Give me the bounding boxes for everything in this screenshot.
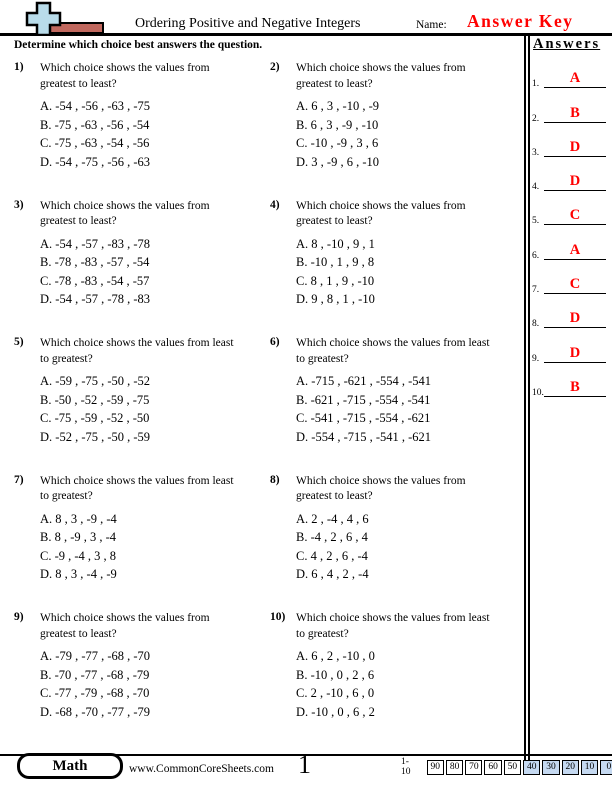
choice-b: B. -10 , 0 , 2 , 6 [296, 667, 375, 682]
instruction-text: Determine which choice best answers the question. [14, 39, 263, 51]
question-number: 8) [270, 473, 280, 486]
choice-c: C. 8 , 1 , 9 , -10 [296, 273, 375, 288]
answer-blank-line [544, 224, 606, 225]
answer-letter: A [569, 241, 581, 258]
choice-a: A. 6 , 2 , -10 , 0 [296, 649, 375, 663]
score-range-label: 1-10 [401, 757, 411, 777]
score-box-30: 30 [542, 760, 559, 775]
page-number: 1 [298, 750, 311, 779]
choice-a: A. -715 , -621 , -554 , -541 [296, 374, 432, 388]
choice-list [40, 372, 260, 446]
answer-number: 7. [532, 285, 540, 296]
answer-letter: D [569, 138, 581, 155]
question-text-line1: Which choice shows the values from least [40, 337, 234, 349]
choice-b: B. -78 , -83 , -57 , -54 [40, 255, 150, 270]
question-number: 4) [270, 198, 280, 211]
answer-letter: A [569, 70, 581, 87]
question-text-line2: greatest to least? [40, 215, 117, 227]
choice-list [40, 235, 260, 309]
question-text-line1: Which choice shows the values from least [296, 337, 490, 349]
choice-list [40, 510, 260, 584]
answer-letter: B [570, 378, 580, 395]
choice-list [296, 510, 516, 584]
subject-label: Math [20, 756, 120, 776]
question-text-line2: to greatest? [40, 490, 93, 502]
question-text-line2: greatest to least? [40, 627, 117, 640]
score-box-0: 0 [600, 760, 612, 775]
choice-b: B. 8 , -9 , 3 , -4 [40, 530, 117, 545]
question-text-line2: to greatest? [296, 627, 349, 640]
answer-letter: D [569, 344, 581, 361]
question-text-line2: greatest to least? [296, 215, 373, 227]
choice-c: C. -78 , -83 , -54 , -57 [40, 273, 150, 288]
question-5 [14, 336, 270, 474]
choice-a: A. -54 , -56 , -63 , -75 [40, 99, 151, 113]
choice-b: B. -50 , -52 , -59 , -75 [40, 392, 150, 407]
choice-d: D. 9 , 8 , 1 , -10 [296, 292, 375, 307]
choice-c: C. 2 , -10 , 6 , 0 [296, 686, 375, 701]
answer-key-label: Answer Key [467, 11, 574, 31]
question-text-line2: to greatest? [40, 352, 93, 365]
question-text-line1: Which choice shows the values from [40, 612, 210, 624]
question-number: 9) [14, 611, 24, 623]
answer-number: 3. [532, 147, 540, 158]
question-9 [14, 611, 270, 749]
answer-blank-line [544, 293, 606, 294]
answer-number: 10. [532, 387, 544, 398]
question-number: 2) [270, 61, 280, 73]
score-box-90: 90 [427, 760, 444, 775]
choice-d: D. 3 , -9 , 6 , -10 [296, 154, 379, 169]
answers-panel [531, 36, 609, 399]
question-text-line1: Which choice shows the values from least [296, 612, 490, 624]
answer-letter: C [569, 276, 581, 293]
answer-number: 4. [532, 182, 540, 193]
question-number: 5) [14, 336, 24, 348]
answer-number: 8. [532, 319, 540, 330]
answer-row-8 [531, 296, 609, 330]
answer-row-6 [531, 227, 609, 261]
choice-c: C. -9 , -4 , 3 , 8 [40, 548, 117, 563]
question-text-line1: Which choice shows the values from [296, 199, 466, 212]
question-4 [270, 199, 520, 337]
choice-c: C. -77 , -79 , -68 , -70 [40, 686, 150, 701]
question-number: 10) [270, 611, 286, 623]
answer-letter: C [569, 207, 581, 224]
answer-row-3 [531, 125, 609, 159]
score-box-40: 40 [523, 760, 540, 775]
choice-b: B. -621 , -715 , -554 , -541 [296, 392, 431, 407]
question-10 [270, 611, 520, 749]
question-text-line2: greatest to least? [296, 77, 373, 90]
answer-blank-line [544, 156, 606, 157]
score-box-50: 50 [504, 760, 521, 775]
choice-list [40, 97, 260, 171]
answer-number: 1. [532, 79, 540, 90]
answer-blank-line [544, 327, 606, 328]
choice-c: C. -10 , -9 , 3 , 6 [296, 136, 379, 151]
answers-list [531, 56, 609, 399]
question-8 [270, 474, 520, 612]
choice-list [40, 647, 260, 721]
choice-a: A. 8 , 3 , -9 , -4 [40, 511, 117, 526]
page-title: Ordering Positive and Negative Integers [135, 16, 361, 31]
question-text-line1: Which choice shows the values from least [40, 474, 234, 487]
choice-d: D. 6 , 4 , 2 , -4 [296, 567, 369, 582]
choice-d: D. -52 , -75 , -50 , -59 [40, 429, 151, 444]
score-box-70: 70 [465, 760, 482, 775]
choice-b: B. 6 , 3 , -9 , -10 [296, 117, 379, 132]
answer-number: 2. [532, 113, 540, 124]
choice-a: A. 8 , -10 , 9 , 1 [296, 236, 375, 251]
choice-c: C. -75 , -59 , -52 , -50 [40, 411, 150, 426]
answer-number: 6. [532, 250, 540, 261]
question-number: 6) [270, 336, 280, 348]
score-box-10: 10 [581, 760, 598, 775]
score-box-60: 60 [484, 760, 501, 775]
choice-a: A. 2 , -4 , 4 , 6 [296, 511, 369, 526]
choice-b: B. -75 , -63 , -56 , -54 [40, 117, 150, 132]
question-6 [270, 336, 520, 474]
website-url: www.CommonCoreSheets.com [129, 763, 274, 775]
score-box-80: 80 [446, 760, 463, 775]
question-text-line2: greatest to least? [296, 490, 373, 502]
choice-b: B. -70 , -77 , -68 , -79 [40, 667, 150, 682]
name-label: Name: [416, 19, 447, 31]
plus-minus-logo-icon [13, 1, 108, 36]
choice-list [296, 97, 516, 171]
question-number: 3) [14, 198, 24, 211]
answer-row-5 [531, 193, 609, 227]
answer-letter: D [569, 173, 581, 190]
question-text-line1: Which choice shows the values from [296, 474, 466, 487]
answer-row-4 [531, 159, 609, 193]
choice-a: A. 6 , 3 , -10 , -9 [296, 99, 379, 113]
choice-a: A. -79 , -77 , -68 , -70 [40, 649, 151, 663]
choice-c: C. -541 , -715 , -554 , -621 [296, 411, 431, 426]
choice-d: D. -54 , -57 , -78 , -83 [40, 292, 151, 307]
answer-row-2 [531, 90, 609, 124]
answer-blank-line [544, 396, 606, 397]
choice-d: D. -54 , -75 , -56 , -63 [40, 154, 151, 169]
questions-grid [14, 61, 520, 749]
question-text-line2: to greatest? [296, 352, 349, 365]
question-7 [14, 474, 270, 612]
answers-heading: Answers [533, 36, 601, 52]
answer-number: 9. [532, 353, 540, 364]
choice-b: B. -10 , 1 , 9 , 8 [296, 255, 375, 270]
question-1 [14, 61, 270, 199]
choice-c: C. -75 , -63 , -54 , -56 [40, 136, 150, 151]
answer-letter: B [570, 104, 580, 121]
answer-letter: D [569, 310, 581, 327]
choice-list [296, 647, 516, 721]
answer-number: 5. [532, 216, 540, 227]
choice-d: D. -10 , 0 , 6 , 2 [296, 704, 375, 719]
question-text-line1: Which choice shows the values from [40, 199, 210, 212]
choice-c: C. 4 , 2 , 6 , -4 [296, 548, 368, 563]
answer-row-1 [531, 56, 609, 90]
answers-column-divider [524, 36, 530, 774]
answer-blank-line [544, 122, 606, 123]
question-text-line1: Which choice shows the values from [296, 62, 466, 74]
choice-list [296, 372, 516, 446]
score-table [401, 757, 612, 777]
answer-blank-line [544, 259, 606, 260]
question-3 [14, 199, 270, 337]
answer-blank-line [544, 190, 606, 191]
score-box-20: 20 [562, 760, 579, 775]
question-text-line2: greatest to least? [40, 77, 117, 90]
question-number: 7) [14, 473, 24, 486]
question-2 [270, 61, 520, 199]
answer-row-10 [531, 365, 609, 399]
question-number: 1) [14, 61, 24, 73]
choice-d: D. 8 , 3 , -4 , -9 [40, 567, 117, 582]
choice-d: D. -554 , -715 , -541 , -621 [296, 429, 432, 444]
answer-row-7 [531, 262, 609, 296]
subject-badge [17, 753, 123, 779]
choice-a: A. -54 , -57 , -83 , -78 [40, 236, 151, 251]
answer-blank-line [544, 87, 606, 88]
choice-d: D. -68 , -70 , -77 , -79 [40, 704, 151, 719]
choice-list [296, 235, 516, 309]
answer-row-9 [531, 330, 609, 364]
choice-b: B. -4 , 2 , 6 , 4 [296, 530, 368, 545]
question-text-line1: Which choice shows the values from [40, 62, 210, 74]
answer-blank-line [544, 362, 606, 363]
choice-a: A. -59 , -75 , -50 , -52 [40, 374, 151, 388]
